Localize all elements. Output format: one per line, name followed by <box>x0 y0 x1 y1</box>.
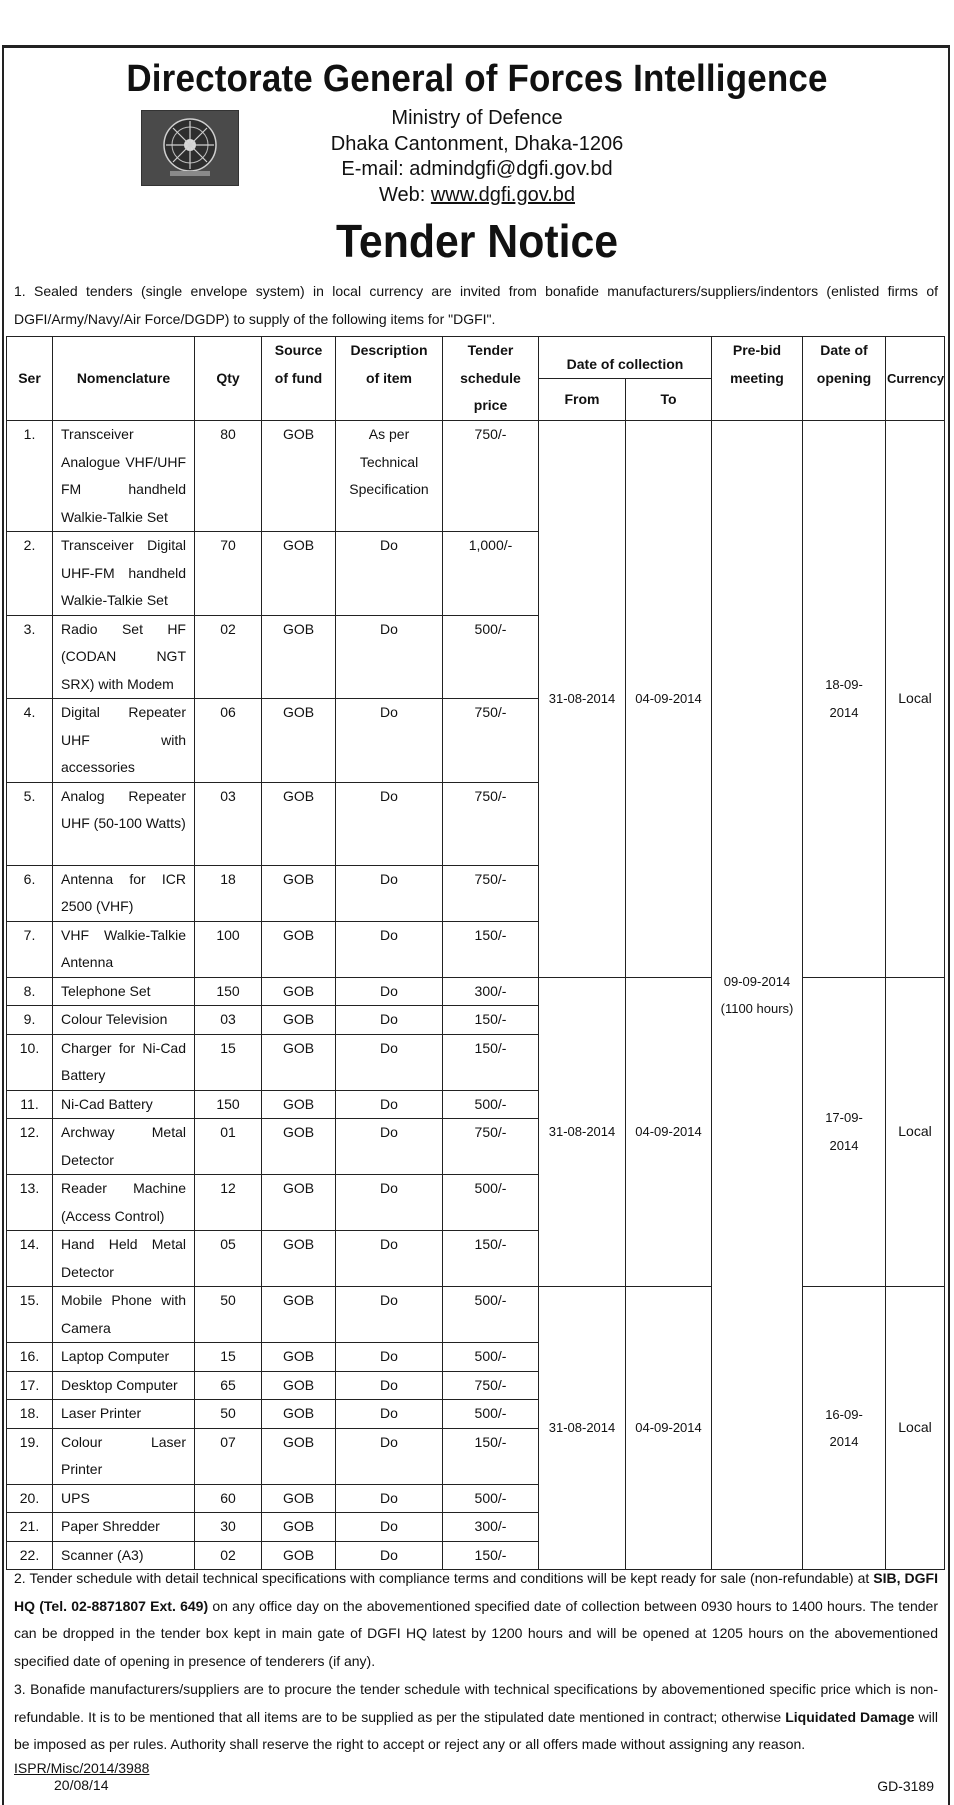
cell-price: 500/- <box>443 1090 539 1119</box>
cell-nomenclature: Colour Television <box>53 1006 195 1035</box>
cell-qty: 06 <box>195 699 262 783</box>
cell-ser: 8. <box>7 977 53 1006</box>
cell-price: 750/- <box>443 1119 539 1175</box>
paragraph-2 <box>14 1565 938 1675</box>
para3-text-c: will be imposed as per rules. Authority shall reserve the right to accept or reject any or all offers made without assigning any reason. <box>14 1708 938 1752</box>
cell-description: Do <box>336 1231 443 1287</box>
cell-source: GOB <box>262 782 336 865</box>
cell-nomenclature: Archway Metal Detector <box>53 1119 195 1175</box>
cell-qty: 100 <box>195 921 262 977</box>
ispr-date: 20/08/14 <box>54 1777 109 1793</box>
cell-price: 300/- <box>443 977 539 1006</box>
tender-notice-title: Tender Notice <box>335 215 619 267</box>
cell-price: 750/- <box>443 865 539 921</box>
cell-ser: 21. <box>7 1513 53 1542</box>
cell-price: 150/- <box>443 1231 539 1287</box>
cell-price: 750/- <box>443 1371 539 1400</box>
cell-description: Do <box>336 1400 443 1429</box>
cell-prebid-meeting <box>712 421 803 1570</box>
cell-ser: 19. <box>7 1428 53 1484</box>
cell-description: Do <box>336 1343 443 1372</box>
cell-qty: 02 <box>195 615 262 699</box>
cell-description: Do <box>336 1371 443 1400</box>
web-line <box>300 183 654 209</box>
cell-ser: 10. <box>7 1034 53 1090</box>
email-line[interactable]: E-mail: admindgfi@dgfi.gov.bd <box>341 158 613 180</box>
cell-qty: 12 <box>195 1175 262 1231</box>
cell-source: GOB <box>262 1343 336 1372</box>
cell-description: Do <box>336 615 443 699</box>
cell-price: 500/- <box>443 1400 539 1429</box>
header-currency: Currency <box>886 337 945 421</box>
cell-qty: 80 <box>195 421 262 532</box>
cell-nomenclature: Digital Repeater UHF with accessories <box>53 699 195 783</box>
header-to: To <box>626 379 712 421</box>
web-link[interactable]: www.dgfi.gov.bd <box>430 183 576 206</box>
cell-description: Do <box>336 782 443 865</box>
cell-ser: 5. <box>7 782 53 865</box>
paragraph-3 <box>14 1676 938 1759</box>
cell-qty: 02 <box>195 1541 262 1570</box>
cell-source: GOB <box>262 615 336 699</box>
cell-description: Do <box>336 699 443 783</box>
cell-ser: 2. <box>7 532 53 616</box>
cell-source: GOB <box>262 1513 336 1542</box>
org-title: Directorate General of Forces Intelligence <box>126 58 828 100</box>
cell-nomenclature: Laptop Computer <box>53 1343 195 1372</box>
cell-nomenclature: Transceiver Digital UHF-FM handheld Walkie-Talkie Set <box>53 532 195 616</box>
cell-qty: 30 <box>195 1513 262 1542</box>
header-source: Source of fund <box>262 337 336 421</box>
cell-source: GOB <box>262 1541 336 1570</box>
cell-ser: 6. <box>7 865 53 921</box>
cell-source: GOB <box>262 865 336 921</box>
cell-description: As per Technical Specification <box>336 421 443 532</box>
cell-nomenclature: Colour Laser Printer <box>53 1428 195 1484</box>
cell-qty: 60 <box>195 1484 262 1513</box>
cell-qty: 50 <box>195 1400 262 1429</box>
ministry-line: Ministry of Defence <box>391 107 563 129</box>
cell-qty: 65 <box>195 1371 262 1400</box>
cell-source: GOB <box>262 421 336 532</box>
cell-ser: 16. <box>7 1343 53 1372</box>
cell-description: Do <box>336 1119 443 1175</box>
cell-source: GOB <box>262 1428 336 1484</box>
cell-ser: 4. <box>7 699 53 783</box>
table-body <box>7 421 945 1570</box>
cell-ser: 22. <box>7 1541 53 1570</box>
cell-price: 150/- <box>443 921 539 977</box>
header-description: Description of item <box>336 337 443 421</box>
table-row <box>7 1287 945 1343</box>
header-qty: Qty <box>195 337 262 421</box>
cell-ser: 13. <box>7 1175 53 1231</box>
cell-description: Do <box>336 1006 443 1035</box>
dgfi-emblem-logo <box>141 110 239 186</box>
cell-source: GOB <box>262 977 336 1006</box>
intro-paragraph: 1. Sealed tenders (single envelope system) in local currency are invited from bonafide manufacturers/suppliers/indentors (enlisted firms of DGFI/Army/Navy/Air Force/DGDP) to supply of the following items for "DGFI". <box>14 283 938 327</box>
cell-ser: 7. <box>7 921 53 977</box>
cell-nomenclature: Desktop Computer <box>53 1371 195 1400</box>
cell-qty: 18 <box>195 865 262 921</box>
cell-ser: 9. <box>7 1006 53 1035</box>
cell-source: GOB <box>262 1175 336 1231</box>
cell-collection-to: 04-09-2014 <box>626 421 712 978</box>
cell-ser: 12. <box>7 1119 53 1175</box>
cell-source: GOB <box>262 1371 336 1400</box>
cell-price: 500/- <box>443 1343 539 1372</box>
cell-opening-date: 18-09-2014 <box>803 421 886 978</box>
ispr-ref: ISPR/Misc/2014/3988 <box>14 1760 150 1776</box>
cell-ser: 17. <box>7 1371 53 1400</box>
cell-collection-to: 04-09-2014 <box>626 1287 712 1570</box>
cell-ser: 3. <box>7 615 53 699</box>
cell-ser: 1. <box>7 421 53 532</box>
cell-description: Do <box>336 532 443 616</box>
cell-price: 1,000/- <box>443 532 539 616</box>
header-ser: Ser <box>7 337 53 421</box>
cell-qty: 01 <box>195 1119 262 1175</box>
cell-description: Do <box>336 1541 443 1570</box>
cell-collection-to: 04-09-2014 <box>626 977 712 1287</box>
cell-currency: Local <box>886 977 945 1287</box>
cell-opening-date: 17-09-2014 <box>803 977 886 1287</box>
address-block <box>300 106 654 208</box>
header-prebid: Pre-bid meeting <box>712 337 803 421</box>
cell-qty: 150 <box>195 977 262 1006</box>
cell-nomenclature: Transceiver Analogue VHF/UHF FM handheld Walkie-Talkie Set <box>53 421 195 532</box>
cell-description: Do <box>336 1034 443 1090</box>
para3-text-a: 3. Bonafide manufacturers/suppliers are to procure the tender schedule with technical specifications by abovementioned specific price which is non-refundable. It is to be mentioned that all items are to be supplied as per the stipulated date mentioned in contract; otherwise <box>14 1681 938 1725</box>
cell-ser: 18. <box>7 1400 53 1429</box>
header-price: Tender schedule price <box>443 337 539 421</box>
cell-currency: Local <box>886 1287 945 1570</box>
cell-qty: 03 <box>195 782 262 865</box>
cell-source: GOB <box>262 1006 336 1035</box>
cell-source: GOB <box>262 921 336 977</box>
cell-description: Do <box>336 1428 443 1484</box>
cell-currency: Local <box>886 421 945 978</box>
cell-nomenclature: Hand Held Metal Detector <box>53 1231 195 1287</box>
gd-code: GD-3189 <box>877 1778 934 1794</box>
cell-opening-date: 16-09-2014 <box>803 1287 886 1570</box>
cell-collection-from: 31-08-2014 <box>539 977 626 1287</box>
cell-price: 150/- <box>443 1428 539 1484</box>
web-prefix: Web: <box>378 183 431 206</box>
cell-price: 300/- <box>443 1513 539 1542</box>
cell-price: 150/- <box>443 1006 539 1035</box>
cell-source: GOB <box>262 532 336 616</box>
cell-collection-from: 31-08-2014 <box>539 1287 626 1570</box>
cell-nomenclature: Analog Repeater UHF (50-100 Watts) <box>53 782 195 865</box>
cell-source: GOB <box>262 699 336 783</box>
cell-ser: 15. <box>7 1287 53 1343</box>
cell-price: 150/- <box>443 1034 539 1090</box>
cell-ser: 14. <box>7 1231 53 1287</box>
cell-qty: 150 <box>195 1090 262 1119</box>
cell-description: Do <box>336 1484 443 1513</box>
cell-source: GOB <box>262 1400 336 1429</box>
header-opening: Date of opening <box>803 337 886 421</box>
cell-description: Do <box>336 1513 443 1542</box>
para2-text-c: on any office day on the abovementioned specified date of collection between 0930 hours to 1400 hours. The tender can be dropped in the tender box kept in main gate of DGFI HQ latest by 1200 hours and will be opened at 1205 hours on the abovementioned specified date of opening in presence of tenderers (if any). <box>14 1597 939 1669</box>
cell-source: GOB <box>262 1287 336 1343</box>
cell-price: 750/- <box>443 421 539 532</box>
cell-price: 750/- <box>443 699 539 783</box>
cell-source: GOB <box>262 1231 336 1287</box>
cell-qty: 15 <box>195 1343 262 1372</box>
prebid-date: 09-09-2014 <box>723 973 791 989</box>
cell-qty: 15 <box>195 1034 262 1090</box>
cell-description: Do <box>336 1175 443 1231</box>
cell-price: 150/- <box>443 1541 539 1570</box>
cell-description: Do <box>336 1090 443 1119</box>
cell-price: 500/- <box>443 615 539 699</box>
cell-nomenclature: Scanner (A3) <box>53 1541 195 1570</box>
para2-bold: SIB, DGFI HQ (Tel. 02-8871807 Ext. 649) <box>14 1570 938 1614</box>
cell-ser: 20. <box>7 1484 53 1513</box>
tender-items-table <box>6 336 945 1570</box>
para2-text-a: 2. Tender schedule with detail technical specifications with compliance terms and conditions will be kept ready for sale (non-refundable) at <box>14 1570 874 1586</box>
cell-nomenclature: Telephone Set <box>53 977 195 1006</box>
cell-nomenclature: UPS <box>53 1484 195 1513</box>
cell-qty: 05 <box>195 1231 262 1287</box>
cell-description: Do <box>336 1287 443 1343</box>
cell-source: GOB <box>262 1034 336 1090</box>
address-line: Dhaka Cantonment, Dhaka-1206 <box>330 132 624 155</box>
cell-source: GOB <box>262 1484 336 1513</box>
cell-description: Do <box>336 865 443 921</box>
table-row <box>7 421 945 532</box>
cell-nomenclature: VHF Walkie-Talkie Antenna <box>53 921 195 977</box>
cell-nomenclature: Charger for Ni-Cad Battery <box>53 1034 195 1090</box>
cell-qty: 70 <box>195 532 262 616</box>
cell-nomenclature: Paper Shredder <box>53 1513 195 1542</box>
emblem-graphic <box>142 111 238 185</box>
cell-collection-from: 31-08-2014 <box>539 421 626 978</box>
para3-bold: Liquidated Damage <box>785 1708 915 1725</box>
cell-nomenclature: Mobile Phone with Camera <box>53 1287 195 1343</box>
cell-description: Do <box>336 977 443 1006</box>
header-nomenclature: Nomenclature <box>53 337 195 421</box>
footer-reference <box>14 1760 149 1794</box>
cell-price: 500/- <box>443 1175 539 1231</box>
cell-nomenclature: Reader Machine (Access Control) <box>53 1175 195 1231</box>
cell-price: 500/- <box>443 1287 539 1343</box>
cell-price: 500/- <box>443 1484 539 1513</box>
table-row <box>7 977 945 1006</box>
cell-qty: 03 <box>195 1006 262 1035</box>
cell-nomenclature: Laser Printer <box>53 1400 195 1429</box>
cell-source: GOB <box>262 1119 336 1175</box>
cell-price: 750/- <box>443 782 539 865</box>
prebid-time: (1100 hours) <box>720 1001 794 1017</box>
header-from: From <box>539 379 626 421</box>
cell-description: Do <box>336 921 443 977</box>
cell-nomenclature: Antenna for ICR 2500 (VHF) <box>53 865 195 921</box>
cell-source: GOB <box>262 1090 336 1119</box>
cell-qty: 07 <box>195 1428 262 1484</box>
cell-ser: 11. <box>7 1090 53 1119</box>
cell-nomenclature: Ni-Cad Battery <box>53 1090 195 1119</box>
header-collection: Date of collection <box>539 337 712 379</box>
cell-qty: 50 <box>195 1287 262 1343</box>
cell-nomenclature: Radio Set HF (CODAN NGT SRX) with Modem <box>53 615 195 699</box>
